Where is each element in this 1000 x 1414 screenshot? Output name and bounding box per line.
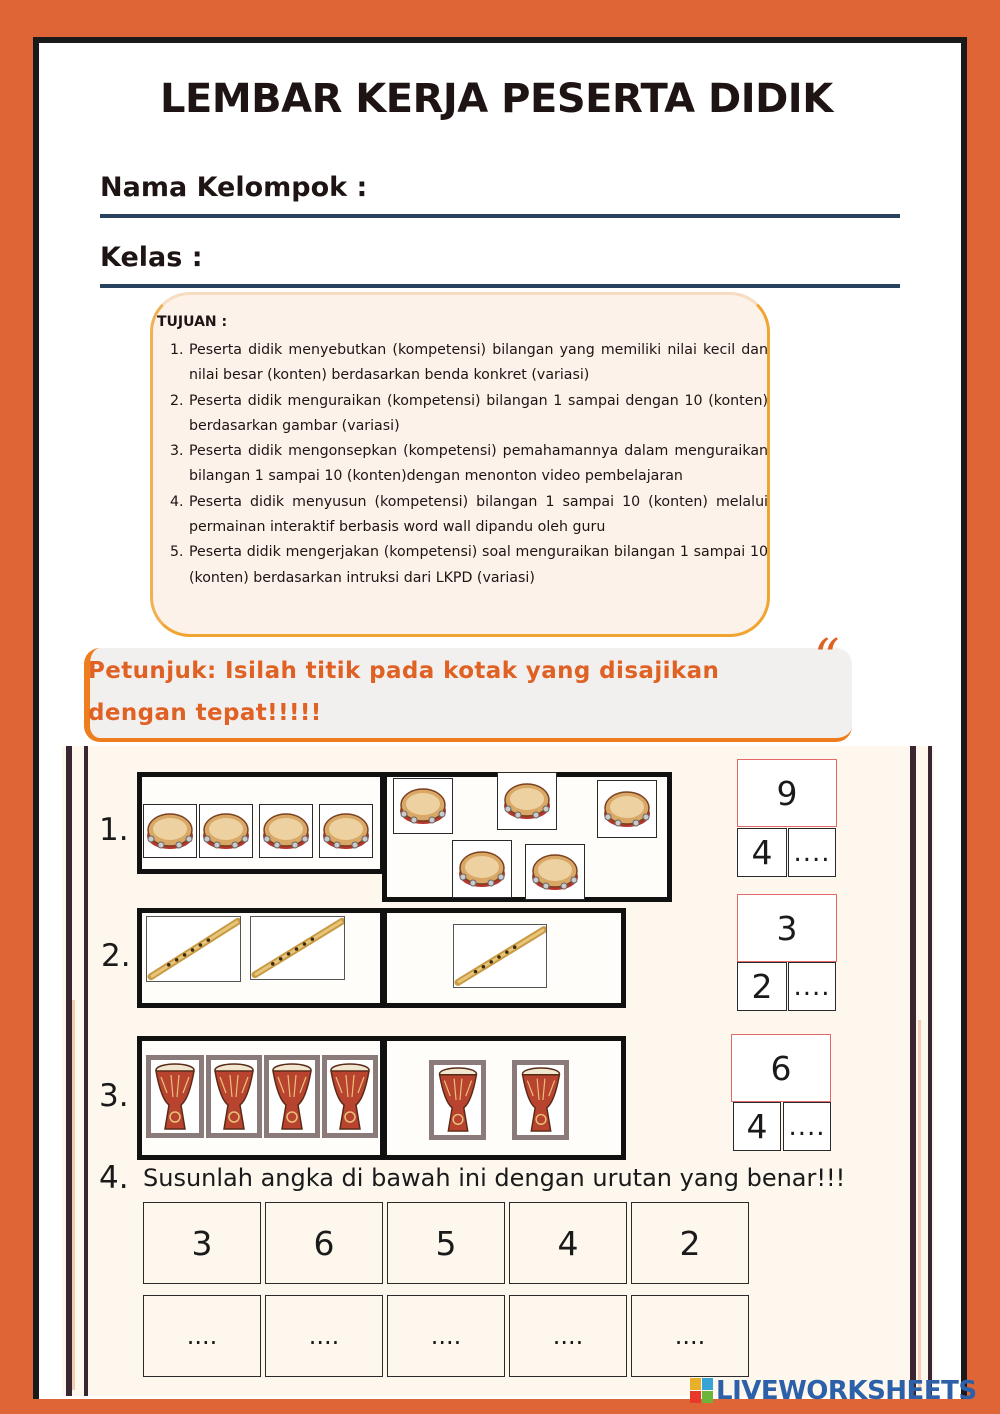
left-border-line-inner	[84, 746, 88, 1396]
tambourine-icon	[497, 772, 557, 830]
sequence-answer-blank[interactable]: ....	[509, 1295, 627, 1377]
question-3-total: 6	[731, 1034, 831, 1102]
question-3-label: 3.	[99, 1078, 129, 1114]
right-border-line-inner	[928, 746, 932, 1396]
tambourine-icon	[452, 840, 512, 898]
sequence-number: 2	[631, 1202, 749, 1284]
question-3-right-box	[382, 1036, 626, 1160]
sequence-answer-blank[interactable]: ....	[631, 1295, 749, 1377]
question-1-label: 1.	[99, 812, 129, 848]
tambourine-icon	[199, 804, 253, 858]
question-2-label: 2.	[101, 938, 131, 974]
right-border-line	[910, 746, 916, 1396]
drum-icon	[264, 1055, 320, 1138]
tambourine-icon	[143, 804, 197, 858]
flute-icon	[146, 916, 241, 982]
question-2-total: 3	[737, 894, 837, 962]
sequence-number: 5	[387, 1202, 505, 1284]
right-pale-line	[918, 1020, 921, 1390]
goal-item: 3. Peserta didik mengonsepkan (kompetensi) pemahamannya dalam menguraikan bilangan 1 sampai 10 (konten)dengan menonton video pembelajaran	[170, 443, 768, 485]
page-title: LEMBAR KERJA PESERTA DIDIK	[160, 76, 833, 122]
class-label: Kelas :	[100, 242, 203, 273]
question-2-part: 2	[737, 962, 787, 1011]
question-3-part: 4	[733, 1102, 781, 1151]
sequence-number: 6	[265, 1202, 383, 1284]
question-1-answer[interactable]: ....	[788, 828, 836, 877]
question-1-part: 4	[737, 828, 787, 877]
drum-icon	[512, 1060, 569, 1140]
drum-icon	[206, 1055, 262, 1138]
question-3-answer[interactable]: ....	[783, 1102, 831, 1151]
group-name-label: Nama Kelompok :	[100, 172, 368, 203]
goals-heading: TUJUAN :	[157, 314, 228, 330]
sequence-number: 3	[143, 1202, 261, 1284]
goal-item: 2. Peserta didik menguraikan (kompetensi) bilangan 1 sampai dengan 10 (konten) berdasarkan gambar (variasi)	[170, 392, 768, 434]
tambourine-icon	[393, 778, 453, 834]
question-4-text: Susunlah angka di bawah ini dengan urutan yang benar!!!	[143, 1164, 846, 1192]
class-line[interactable]	[100, 284, 900, 288]
group-name-line[interactable]	[100, 214, 900, 218]
sequence-answer-blank[interactable]: ....	[265, 1295, 383, 1377]
drum-icon	[146, 1055, 204, 1138]
liveworksheets-logo[interactable]	[690, 1376, 977, 1406]
drum-icon	[322, 1055, 378, 1138]
goal-item: 4. Peserta didik menyusun (kompetensi) bilangan 1 sampai 10 (konten) melalui permainan interaktif berbasis word wall dipandu oleh guru	[170, 493, 768, 536]
tambourine-icon	[525, 844, 585, 900]
drum-icon	[429, 1060, 486, 1140]
goals-list	[170, 338, 768, 591]
tambourine-icon	[259, 804, 313, 858]
tambourine-icon	[319, 804, 373, 858]
question-4-label: 4.	[99, 1160, 129, 1196]
liveworksheets-icon	[690, 1378, 714, 1404]
sequence-answer-blank[interactable]: ....	[387, 1295, 505, 1377]
question-2-answer[interactable]: ....	[788, 962, 836, 1011]
instruction-text: Petunjuk: Isilah titik pada kotak yang disajikan dengan tepat!!!!!	[88, 658, 720, 726]
sequence-answer-blank[interactable]: ....	[143, 1295, 261, 1377]
left-pale-line	[72, 1000, 75, 1390]
goal-item: 5. Peserta didik mengerjakan (kompetensi) soal menguraikan bilangan 1 sampai 10 (konten) berdasarkan intruksi dari LKPD (variasi)	[170, 544, 768, 586]
brand-name: LIVEWORKSHEETS	[716, 1376, 977, 1406]
flute-icon	[250, 916, 345, 980]
sequence-number: 4	[509, 1202, 627, 1284]
question-1-total: 9	[737, 759, 837, 827]
goal-item: 1. Peserta didik menyebutkan (kompetensi) bilangan yang memiliki nilai kecil dan nilai besar (konten) berdasarkan benda konkret (variasi)	[170, 342, 768, 384]
tambourine-icon	[597, 780, 657, 838]
quote-mark: “	[814, 628, 840, 686]
flute-icon	[453, 924, 547, 988]
